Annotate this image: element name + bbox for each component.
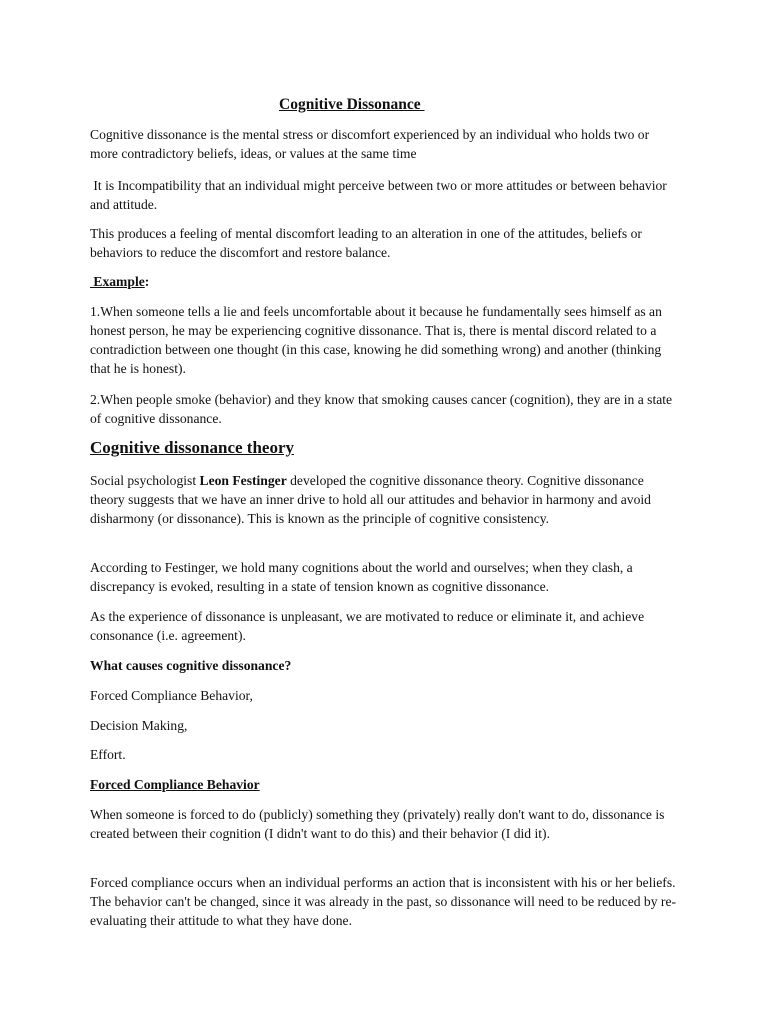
theory-p1-after: developed the cognitive dissonance theory. Cognitive dissonance theory suggests that we have an inner drive to hold all our attitudes and behavior in harmony and avoid disharmony (or dissonance). This is known as the principle of cognitive consistency. [90, 473, 651, 526]
example-label: Example [90, 274, 145, 289]
cause-item-1: Forced Compliance Behavior, [90, 688, 253, 703]
example-2-paragraph: 2.When people smoke (behavior) and they know that smoking causes cancer (cognition), they are in a state of cognitive dissonance. [90, 392, 673, 426]
festinger-name: Leon Festinger [199, 473, 287, 488]
forced-compliance-paragraph-1: When someone is forced to do (publicly) something they (privately) really don't want to do, dissonance is created between their cognition (I didn't want to do this) and their behavior (I did it). [90, 807, 665, 841]
forced-compliance-heading: Forced Compliance Behavior [90, 777, 260, 792]
theory-paragraph-2: According to Festinger, we hold many cognitions about the world and ourselves; when they clash, a discrepancy is evoked, resulting in a state of tension known as cognitive dissonance. [90, 560, 633, 594]
cause-item-3: Effort. [90, 747, 126, 762]
example-colon: : [144, 274, 150, 289]
forced-compliance-paragraph-2: Forced compliance occurs when an individual performs an action that is inconsistent with his or her beliefs. The behavior can't be changed, since it was already in the past, so dissonance will need to be reduced by re-evaluating their attitude to what they have done. [90, 875, 677, 928]
theory-p1-before: Social psychologist [90, 473, 200, 488]
discomfort-paragraph: This produces a feeling of mental discomfort leading to an alteration in one of the attitudes, beliefs or behaviors to reduce the discomfort and restore balance. [90, 226, 642, 260]
example-1-paragraph: 1.When someone tells a lie and feels uncomfortable about it because he fundamentally sees himself as an honest person, he may be experiencing cognitive dissonance. That is, there is mental discord related to a contradiction between one thought (in this case, knowing he did something wrong) and another (thinking that he is honest). [90, 304, 662, 376]
cause-item-2: Decision Making, [90, 718, 188, 733]
definition-paragraph: Cognitive dissonance is the mental stress or discomfort experienced by an individual who holds two or more contradictory beliefs, ideas, or values at the same time [90, 127, 650, 161]
causes-question: What causes cognitive dissonance? [90, 658, 292, 673]
page-title: Cognitive Dissonance [279, 96, 425, 113]
theory-heading: Cognitive dissonance theory [90, 438, 294, 457]
incompatibility-paragraph: It is Incompatibility that an individual might perceive between two or more attitudes or between behavior and attitude. [90, 178, 667, 212]
theory-paragraph-3: As the experience of dissonance is unpleasant, we are motivated to reduce or eliminate it, and achieve consonance (i.e. agreement). [90, 609, 645, 643]
example-heading [90, 272, 680, 291]
theory-paragraph-1 [90, 471, 680, 528]
